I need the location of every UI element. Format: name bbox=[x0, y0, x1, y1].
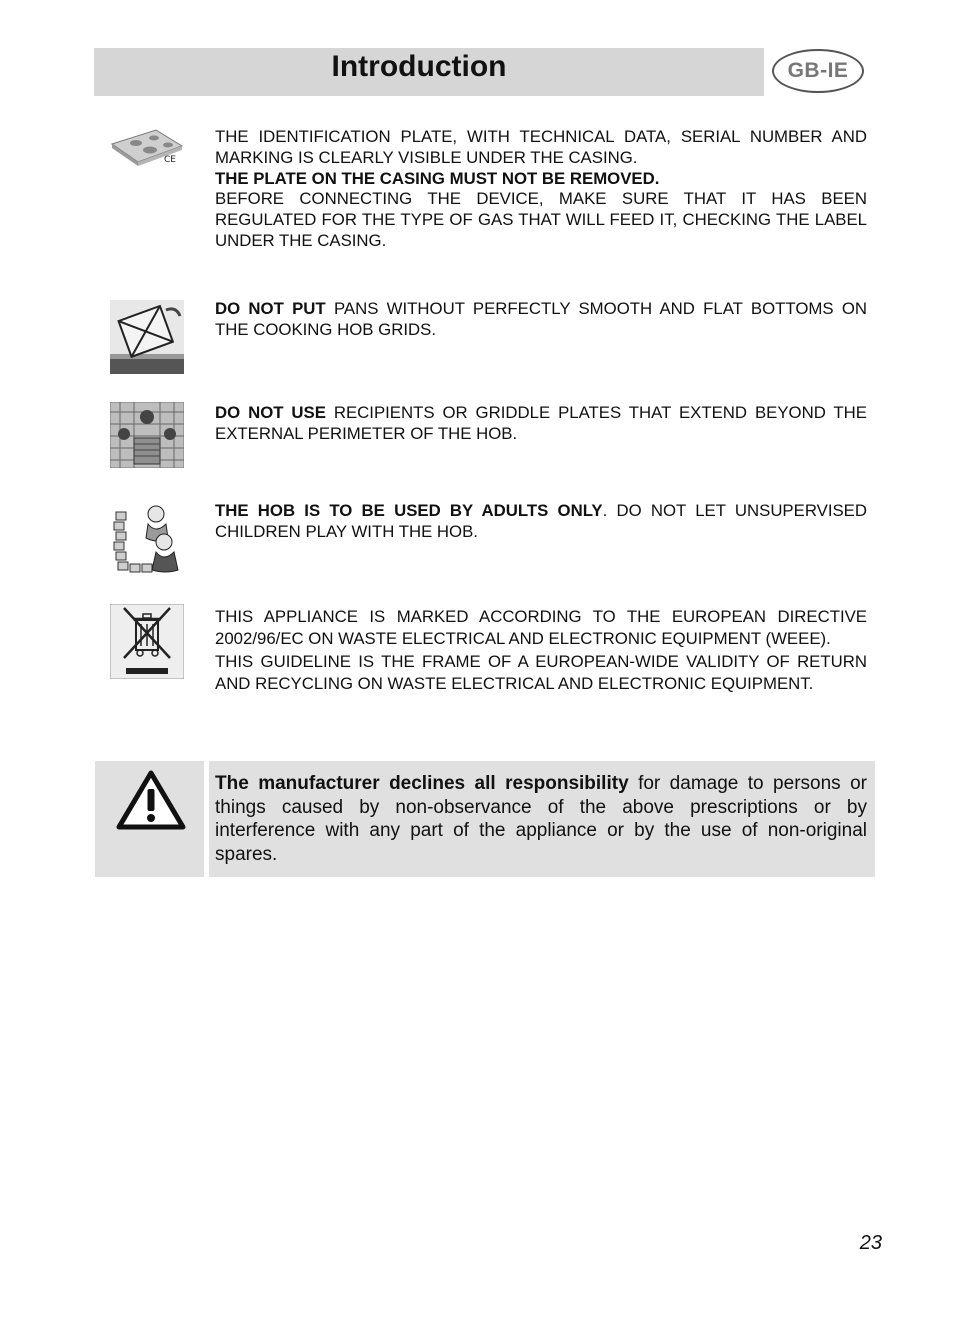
paragraph bbox=[215, 403, 867, 445]
warning-icon-panel bbox=[95, 761, 204, 877]
weee-text bbox=[215, 606, 867, 695]
crossed-pan-icon bbox=[110, 300, 184, 374]
children-playing-icon bbox=[110, 502, 184, 575]
bold-lead: The manufacturer declines all responsibility bbox=[215, 773, 629, 794]
children-warning-text bbox=[215, 501, 867, 543]
identification-plate-text bbox=[215, 127, 867, 252]
paragraph: THIS GUIDELINE IS THE FRAME OF A EUROPEAN-WIDE VALIDITY OF RETURN AND RECYCLING ON WASTE ELECTRICAL AND ELECTRONIC EQUIPMENT. bbox=[215, 651, 867, 693]
paragraph-rest: PANS WITHOUT PERFECTLY SMOOTH AND FLAT BOTTOMS ON THE COOKING HOB GRIDS. bbox=[215, 299, 867, 339]
griddle-warning-text bbox=[215, 403, 867, 445]
paragraph: THE IDENTIFICATION PLATE, WITH TECHNICAL DATA, SERIAL NUMBER AND MARKING IS CLEARLY VISIBLE UNDER THE CASING. bbox=[215, 127, 867, 167]
svg-text:CE: CE bbox=[164, 155, 176, 165]
paragraph: BEFORE CONNECTING THE DEVICE, MAKE SURE THAT IT HAS BEEN REGULATED FOR THE TYPE OF GAS THAT WILL FEED IT, CHECKING THE LABEL UNDER THE CASING. bbox=[215, 189, 867, 250]
paragraph: THE PLATE ON THE CASING MUST NOT BE REMOVED. bbox=[215, 168, 660, 188]
paragraph-rest: RECIPIENTS OR GRIDDLE PLATES THAT EXTEND BEYOND THE EXTERNAL PERIMETER OF THE HOB. bbox=[215, 403, 867, 443]
manufacturer-disclaimer bbox=[215, 772, 867, 866]
bold-lead: DO NOT PUT bbox=[215, 299, 326, 318]
page-title: Introduction bbox=[331, 50, 507, 83]
paragraph bbox=[215, 501, 867, 543]
warning-triangle-icon bbox=[115, 769, 187, 838]
paragraph: THIS APPLIANCE IS MARKED ACCORDING TO THE EUROPEAN DIRECTIVE 2002/96/EC ON WASTE ELECTRICAL AND ELECTRONIC EQUIPMENT (WEEE). bbox=[215, 607, 867, 649]
paragraph bbox=[215, 299, 867, 341]
bold-lead: THE HOB IS TO BE USED BY ADULTS ONLY bbox=[215, 501, 603, 520]
paragraph-rest: for damage to persons or things caused by non-observance of the above prescriptions or by interference with any part of the appliance or by the use of non-original spares. bbox=[215, 773, 867, 865]
title-bar bbox=[94, 48, 764, 96]
crossed-wheelie-bin-icon bbox=[110, 604, 184, 679]
pans-warning-text bbox=[215, 299, 867, 341]
hob-identification-plate-icon bbox=[110, 124, 184, 170]
paragraph-rest: . DO NOT LET UNSUPERVISED CHILDREN PLAY WITH THE HOB. bbox=[215, 501, 867, 541]
language-badge: GB-IE bbox=[772, 49, 864, 93]
hob-griddle-icon bbox=[110, 402, 184, 468]
bold-lead: DO NOT USE bbox=[215, 403, 326, 422]
page-number: 23 bbox=[859, 1232, 882, 1254]
